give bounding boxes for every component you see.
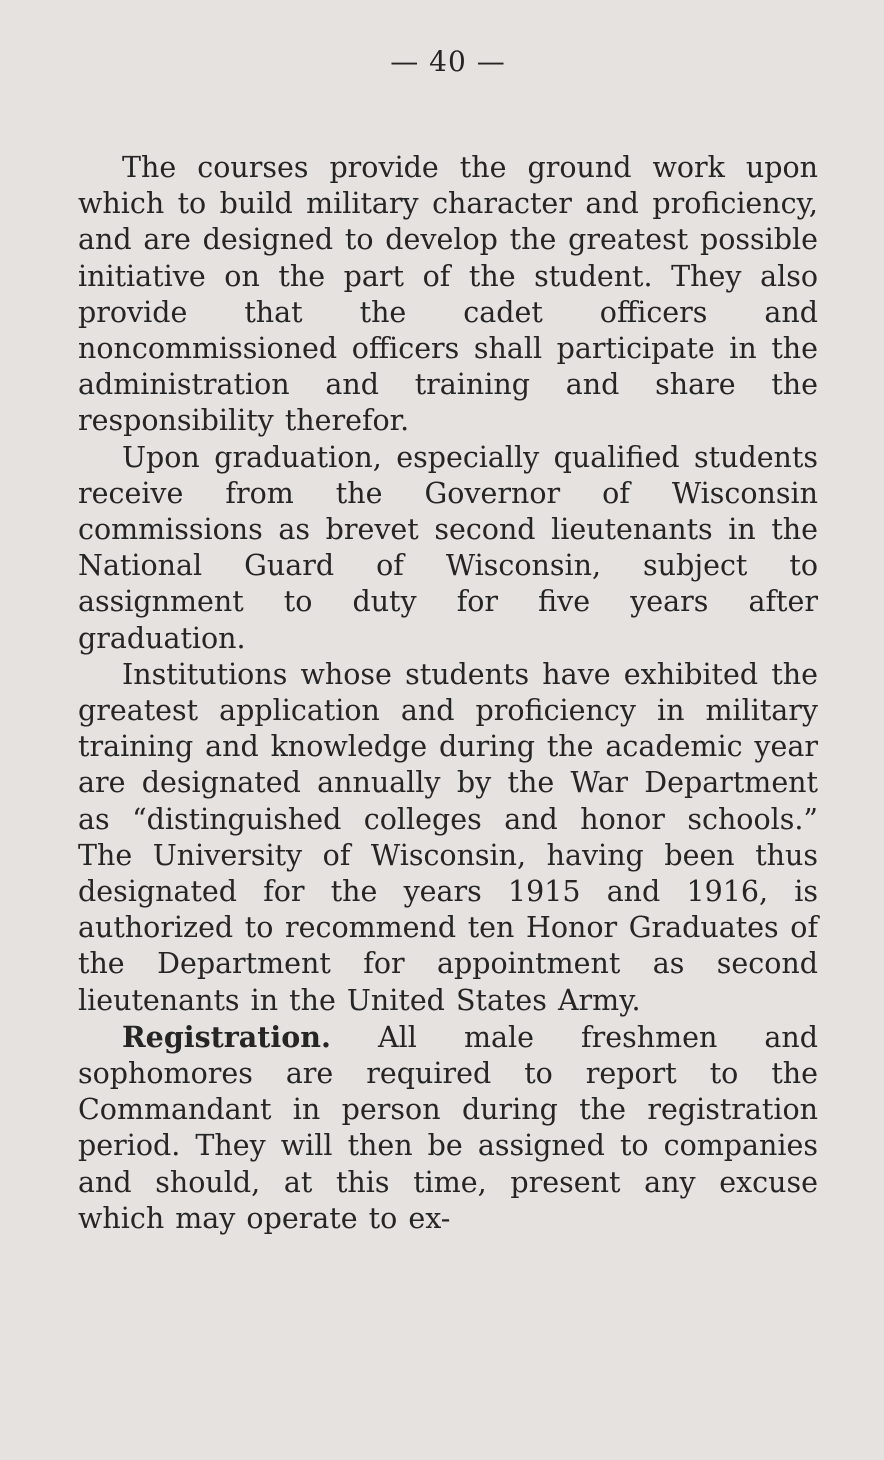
paragraph-institutions: Institutions whose students have exhibited the greatest application and proficiency in military training and knowledge during the academic year are designated annually by the War Department as “distinguished colleges and honor schools.” The University of Wisconsin, having been thus designated for the years 1915 and 1916, is authorized to recommend ten Honor Graduates of the Department for appointment as second lieutenants in the United States Army. <box>78 657 818 1017</box>
paragraph-graduation: Upon graduation, especially qualified students receive from the Governor of Wisconsin commissions as brevet second lieutenants in the National Guard of Wisconsin, subject to assignment to duty for five years after graduation. <box>78 440 818 655</box>
paragraph-courses: The courses provide the ground work upon which to build military character and proficiency, and are designed to develop the greatest possible initiative on the part of the student. They also provide that the cadet officers and noncommissioned officers shall participate in the administration and training and share the responsibility therefor. <box>78 151 818 438</box>
page-number: — 40 — <box>390 45 506 78</box>
paragraph-registration <box>78 1019 818 1237</box>
registration-text: All male freshmen and sophomores are required to report to the Commandant in person during the registration period. They will then be assigned to companies and should, at this time, present any excuse which may operate to ex- <box>78 1020 819 1235</box>
registration-heading: Registration. <box>122 1019 331 1054</box>
